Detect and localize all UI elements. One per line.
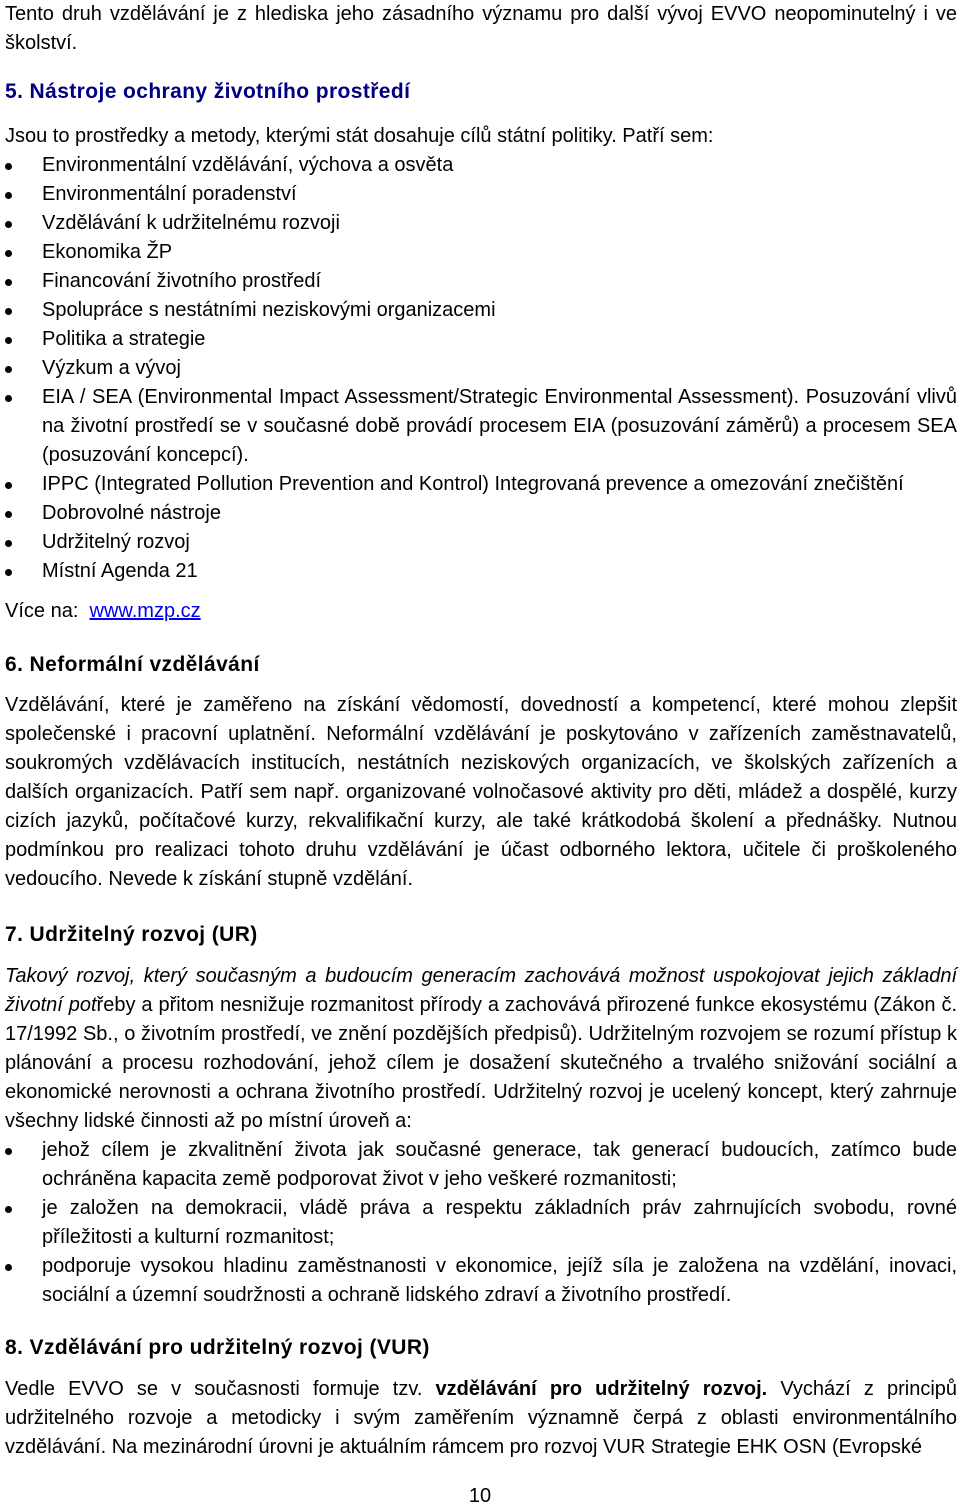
bullet-icon [5,1264,12,1271]
list-item: jehož cílem je zkvalitnění života jak současné generace, tak generací budoucích, zatímco bude ochráněna kapacita země podporovat život v jeho veškeré rozmanitosti; [5,1136,957,1194]
list-item: Environmentální vzdělávání, výchova a osvěta [5,151,957,180]
list-item: Ekonomika ŽP [5,238,957,267]
bullet-icon [5,308,12,315]
list-item: Místní Agenda 21 [5,557,957,586]
section-7-paragraph [5,962,957,1136]
list-item: Udržitelný rozvoj [5,528,957,557]
bullet-icon [5,395,12,402]
bullet-icon [5,482,12,489]
bullet-icon [5,366,12,373]
bullet-icon [5,1148,12,1155]
bullet-icon [5,1206,12,1213]
list-item: Vzdělávání k udržitelnému rozvoji [5,209,957,238]
list-item: je založen na demokracii, vládě práva a respektu základních práv zahrnujících svobodu, rovné příležitosti a kulturní rozmanitost; [5,1194,957,1252]
bullet-icon [5,540,12,547]
bullet-icon [5,250,12,257]
bullet-icon [5,337,12,344]
bullet-icon [5,221,12,228]
intro-paragraph: Tento druh vzdělávání je z hlediska jeho zásadního významu pro další vývoj EVVO neopominutelný i ve školství. [5,3,957,54]
section-5-heading: 5. Nástroje ochrany životního prostředí [5,80,411,103]
list-item: Spolupráce s nestátními neziskovými organizacemi [5,296,957,325]
list-item: Financování životního prostředí [5,267,957,296]
list-item: podporuje vysokou hladinu zaměstnanosti v ekonomice, jejíž síla je založena na vzdělání, inovaci, sociální a územní soudržnosti a ochraně lidského zdraví a životního prostředí. [5,1252,957,1310]
list-item: Politika a strategie [5,325,957,354]
section-8-paragraph: Vedle EVVO se v současnosti formuje tzv. vzdělávání pro udržitelný rozvoj. Vychází z principů udržitelného rozvoje a metodicky i svým zaměřením významně čerpá z oblasti environmentálního vzdělávání. Na mezinárodní úrovni je aktuálním rámcem pro rozvoj VUR Strategie EHK OSN (Evropské [5,1378,958,1458]
list-item: EIA / SEA (Environmental Impact Assessment/Strategic Environmental Assessment). Posuzování vlivů na životní prostředí se v současné době provádí procesem EIA (posuzování záměrů) a procesem SEA (posuzování koncepcí). [5,383,957,470]
list-item: IPPC (Integrated Pollution Prevention and Kontrol) Integrovaná prevence a omezování znečištění [5,470,957,499]
section-7-heading: 7. Udržitelný rozvoj (UR) [5,923,258,946]
list-item: Výzkum a vývoj [5,354,957,383]
bullet-icon [5,511,12,518]
section-6-heading: 6. Neformální vzdělávání [5,653,260,676]
section-6-paragraph: Vzdělávání, které je zaměřeno na získání vědomostí, dovedností a kompetencí, které mohou zlepšit společenské i pracovní uplatnění. Neformální vzdělávání je poskytováno v zařízeních zaměstnavatelů, soukromých vzdělávacích institucích, nestátních neziskových organizacích, ve školských zařízeních a dalších organizacích. Patří sem např. organizované volnočasové aktivity pro děti, mládež a dospělé, kurzy cizích jazyků, počítačové kurzy, rekvalifikační kurzy, ale také krátkodobá školení a přednášky. Nutnou podmínkou pro realizaci tohoto druhu vzdělávání je účast odborného lektora, učitele či proškoleného vedoucího. Nevede k získání stupně vzdělání. [5,694,957,890]
section-5-lead: Jsou to prostředky a metody, kterými stát dosahuje cílů státní politiky. Patří sem: [5,125,714,147]
section-5-list [5,151,957,586]
more-info [5,597,201,626]
list-item: Dobrovolné nástroje [5,499,957,528]
bullet-icon [5,163,12,170]
page-number: 10 [468,1485,492,1507]
bullet-icon [5,569,12,576]
definition-italic: Takový rozvoj, který současným a budoucím generacím zachovává možnost uspokojovat jejich základní životní pot [5,965,957,1016]
more-info-label: Více na: [5,600,79,622]
mzp-link[interactable]: www.mzp.cz [89,600,201,622]
bold-term: vzdělávání pro udržitelný rozvoj. [435,1378,768,1400]
bullet-icon [5,279,12,286]
section-7-list [5,1136,957,1310]
bullet-icon [5,192,12,199]
definition-rest: řeby a přitom nesnižuje rozmanitost přírody a zachovává přirozené funkce ekosystému (Zákon č. 17/1992 Sb., o životním prostředí, ve znění pozdějších předpisů). Udržitelným rozvojem se rozumí přístup k plánování a procesu rozhodování, jehož cílem je dosažení skutečného a trvalého snižování sociální a ekonomické nerovnosti a ochrana životního prostředí. Udržitelný rozvoj je ucelený koncept, který zahrnuje všechny lidské činnosti až po místní úroveň a: [5,994,957,1132]
section-8-heading: 8. Vzdělávání pro udržitelný rozvoj (VUR) [5,1336,430,1359]
list-item: Environmentální poradenství [5,180,957,209]
